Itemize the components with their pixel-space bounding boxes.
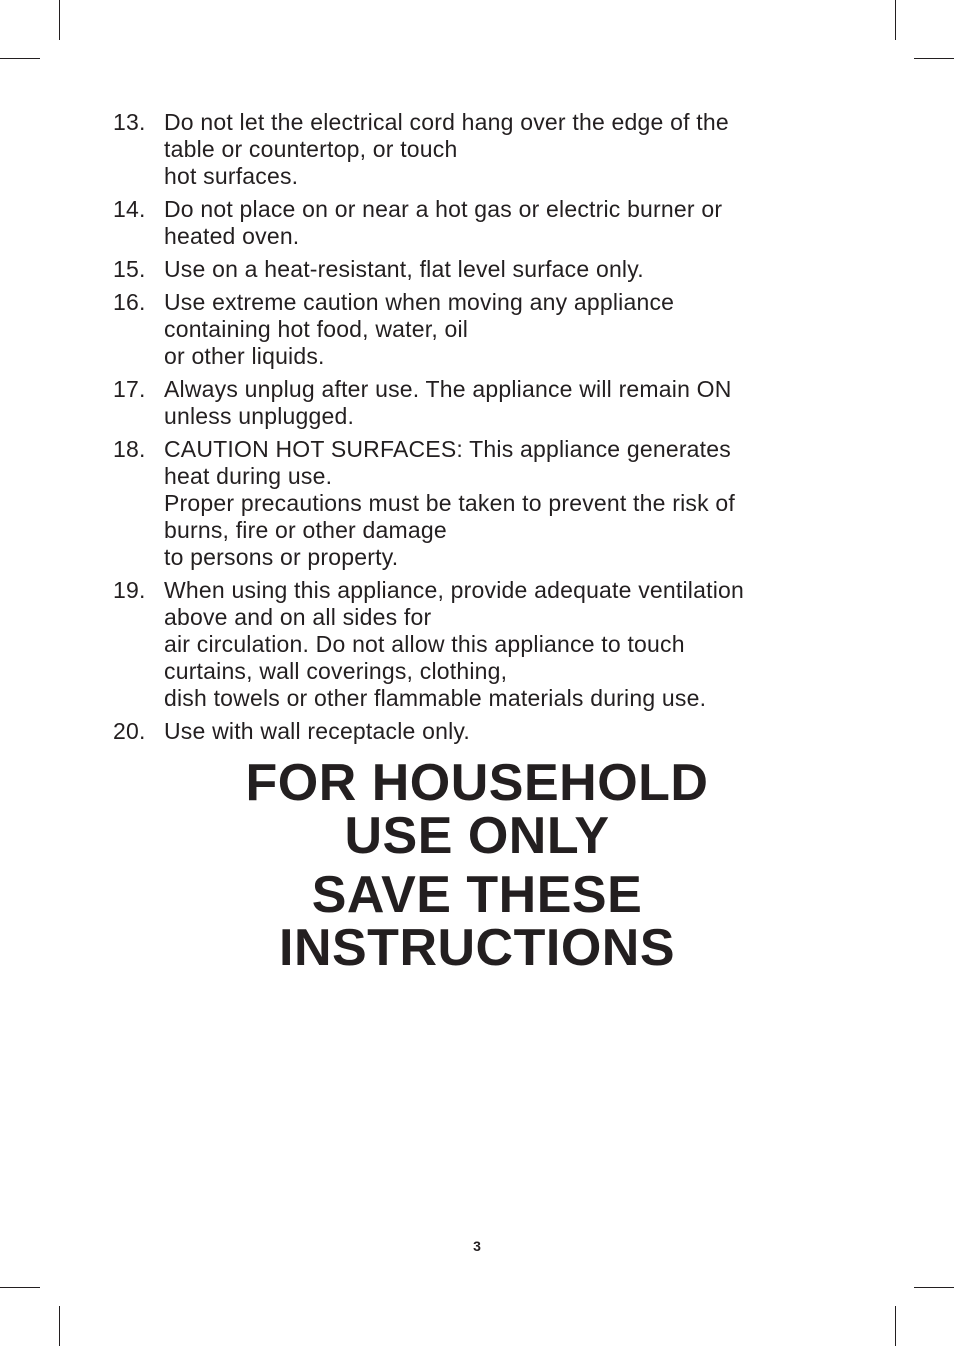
instruction-line: Do not let the electrical cord hang over the edge of the: [164, 109, 729, 135]
instruction-number: 18.: [113, 436, 146, 462]
instruction-line: Use on a heat-resistant, flat level surface only.: [164, 256, 644, 282]
instruction-item-19: [113, 577, 843, 712]
instruction-item-17: [113, 376, 843, 430]
instruction-line: curtains, wall coverings, clothing,: [164, 658, 508, 684]
instruction-text: [164, 577, 843, 712]
heading-line: SAVE THESE: [311, 866, 643, 924]
crop-mark-bottom-left-vertical: [59, 1306, 60, 1346]
crop-mark-bottom-right-vertical: [895, 1306, 896, 1346]
crop-mark-bottom-left-horizontal: [0, 1287, 40, 1288]
instruction-line: hot surfaces.: [164, 163, 299, 189]
instruction-text: [164, 196, 843, 250]
crop-mark-top-right-horizontal: [914, 58, 954, 59]
instruction-text: [164, 256, 843, 283]
instruction-line: heated oven.: [164, 223, 300, 249]
instruction-line: above and on all sides for: [164, 604, 432, 630]
heading-line: FOR HOUSEHOLD: [245, 754, 709, 812]
instruction-line: heat during use.: [164, 463, 333, 489]
instruction-item-16: [113, 289, 843, 370]
instruction-line: or other liquids.: [164, 343, 325, 369]
instruction-line: CAUTION HOT SURFACES: This appliance generates: [164, 436, 731, 462]
instruction-line: unless unplugged.: [164, 403, 355, 429]
instruction-line: Always unplug after use. The appliance will remain ON: [164, 376, 732, 402]
instruction-line: to persons or property.: [164, 544, 399, 570]
instruction-number: 13.: [113, 109, 146, 135]
instruction-item-20: [113, 718, 843, 745]
instruction-line: table or countertop, or touch: [164, 136, 458, 162]
instruction-text: [164, 436, 843, 571]
instruction-text: [164, 289, 843, 370]
crop-mark-top-right-vertical: [895, 0, 896, 40]
crop-mark-top-left-vertical: [59, 0, 60, 40]
instruction-number: 15.: [113, 256, 146, 282]
instruction-number: 20.: [113, 718, 146, 744]
instruction-text: [164, 109, 843, 190]
crop-mark-bottom-right-horizontal: [914, 1287, 954, 1288]
heading-line: USE ONLY: [344, 807, 610, 865]
instruction-line: When using this appliance, provide adequate ventilation: [164, 577, 744, 603]
instruction-number: 14.: [113, 196, 146, 222]
instruction-line: Use with wall receptacle only.: [164, 718, 470, 744]
instruction-line: containing hot food, water, oil: [164, 316, 469, 342]
instruction-line: air circulation. Do not allow this appliance to touch: [164, 631, 685, 657]
instruction-number: 16.: [113, 289, 146, 315]
heading-line: INSTRUCTIONS: [279, 919, 675, 977]
instruction-line: dish towels or other flammable materials during use.: [164, 685, 707, 711]
page-number: 3: [473, 1238, 481, 1254]
instruction-item-18: [113, 436, 843, 571]
save-instructions-heading: [0, 866, 954, 977]
instruction-line: Proper precautions must be taken to prevent the risk of: [164, 490, 735, 516]
instruction-line: Use extreme caution when moving any appliance: [164, 289, 675, 315]
instruction-number: 19.: [113, 577, 146, 603]
instruction-item-15: [113, 256, 843, 283]
instruction-text: [164, 376, 843, 430]
safety-instruction-list: [113, 109, 843, 751]
instruction-line: Do not place on or near a hot gas or electric burner or: [164, 196, 723, 222]
household-use-heading: [0, 754, 954, 865]
instruction-item-13: [113, 109, 843, 190]
instruction-item-14: [113, 196, 843, 250]
crop-mark-top-left-horizontal: [0, 58, 40, 59]
instruction-number: 17.: [113, 376, 146, 402]
instruction-text: [164, 718, 843, 745]
instruction-line: burns, fire or other damage: [164, 517, 447, 543]
